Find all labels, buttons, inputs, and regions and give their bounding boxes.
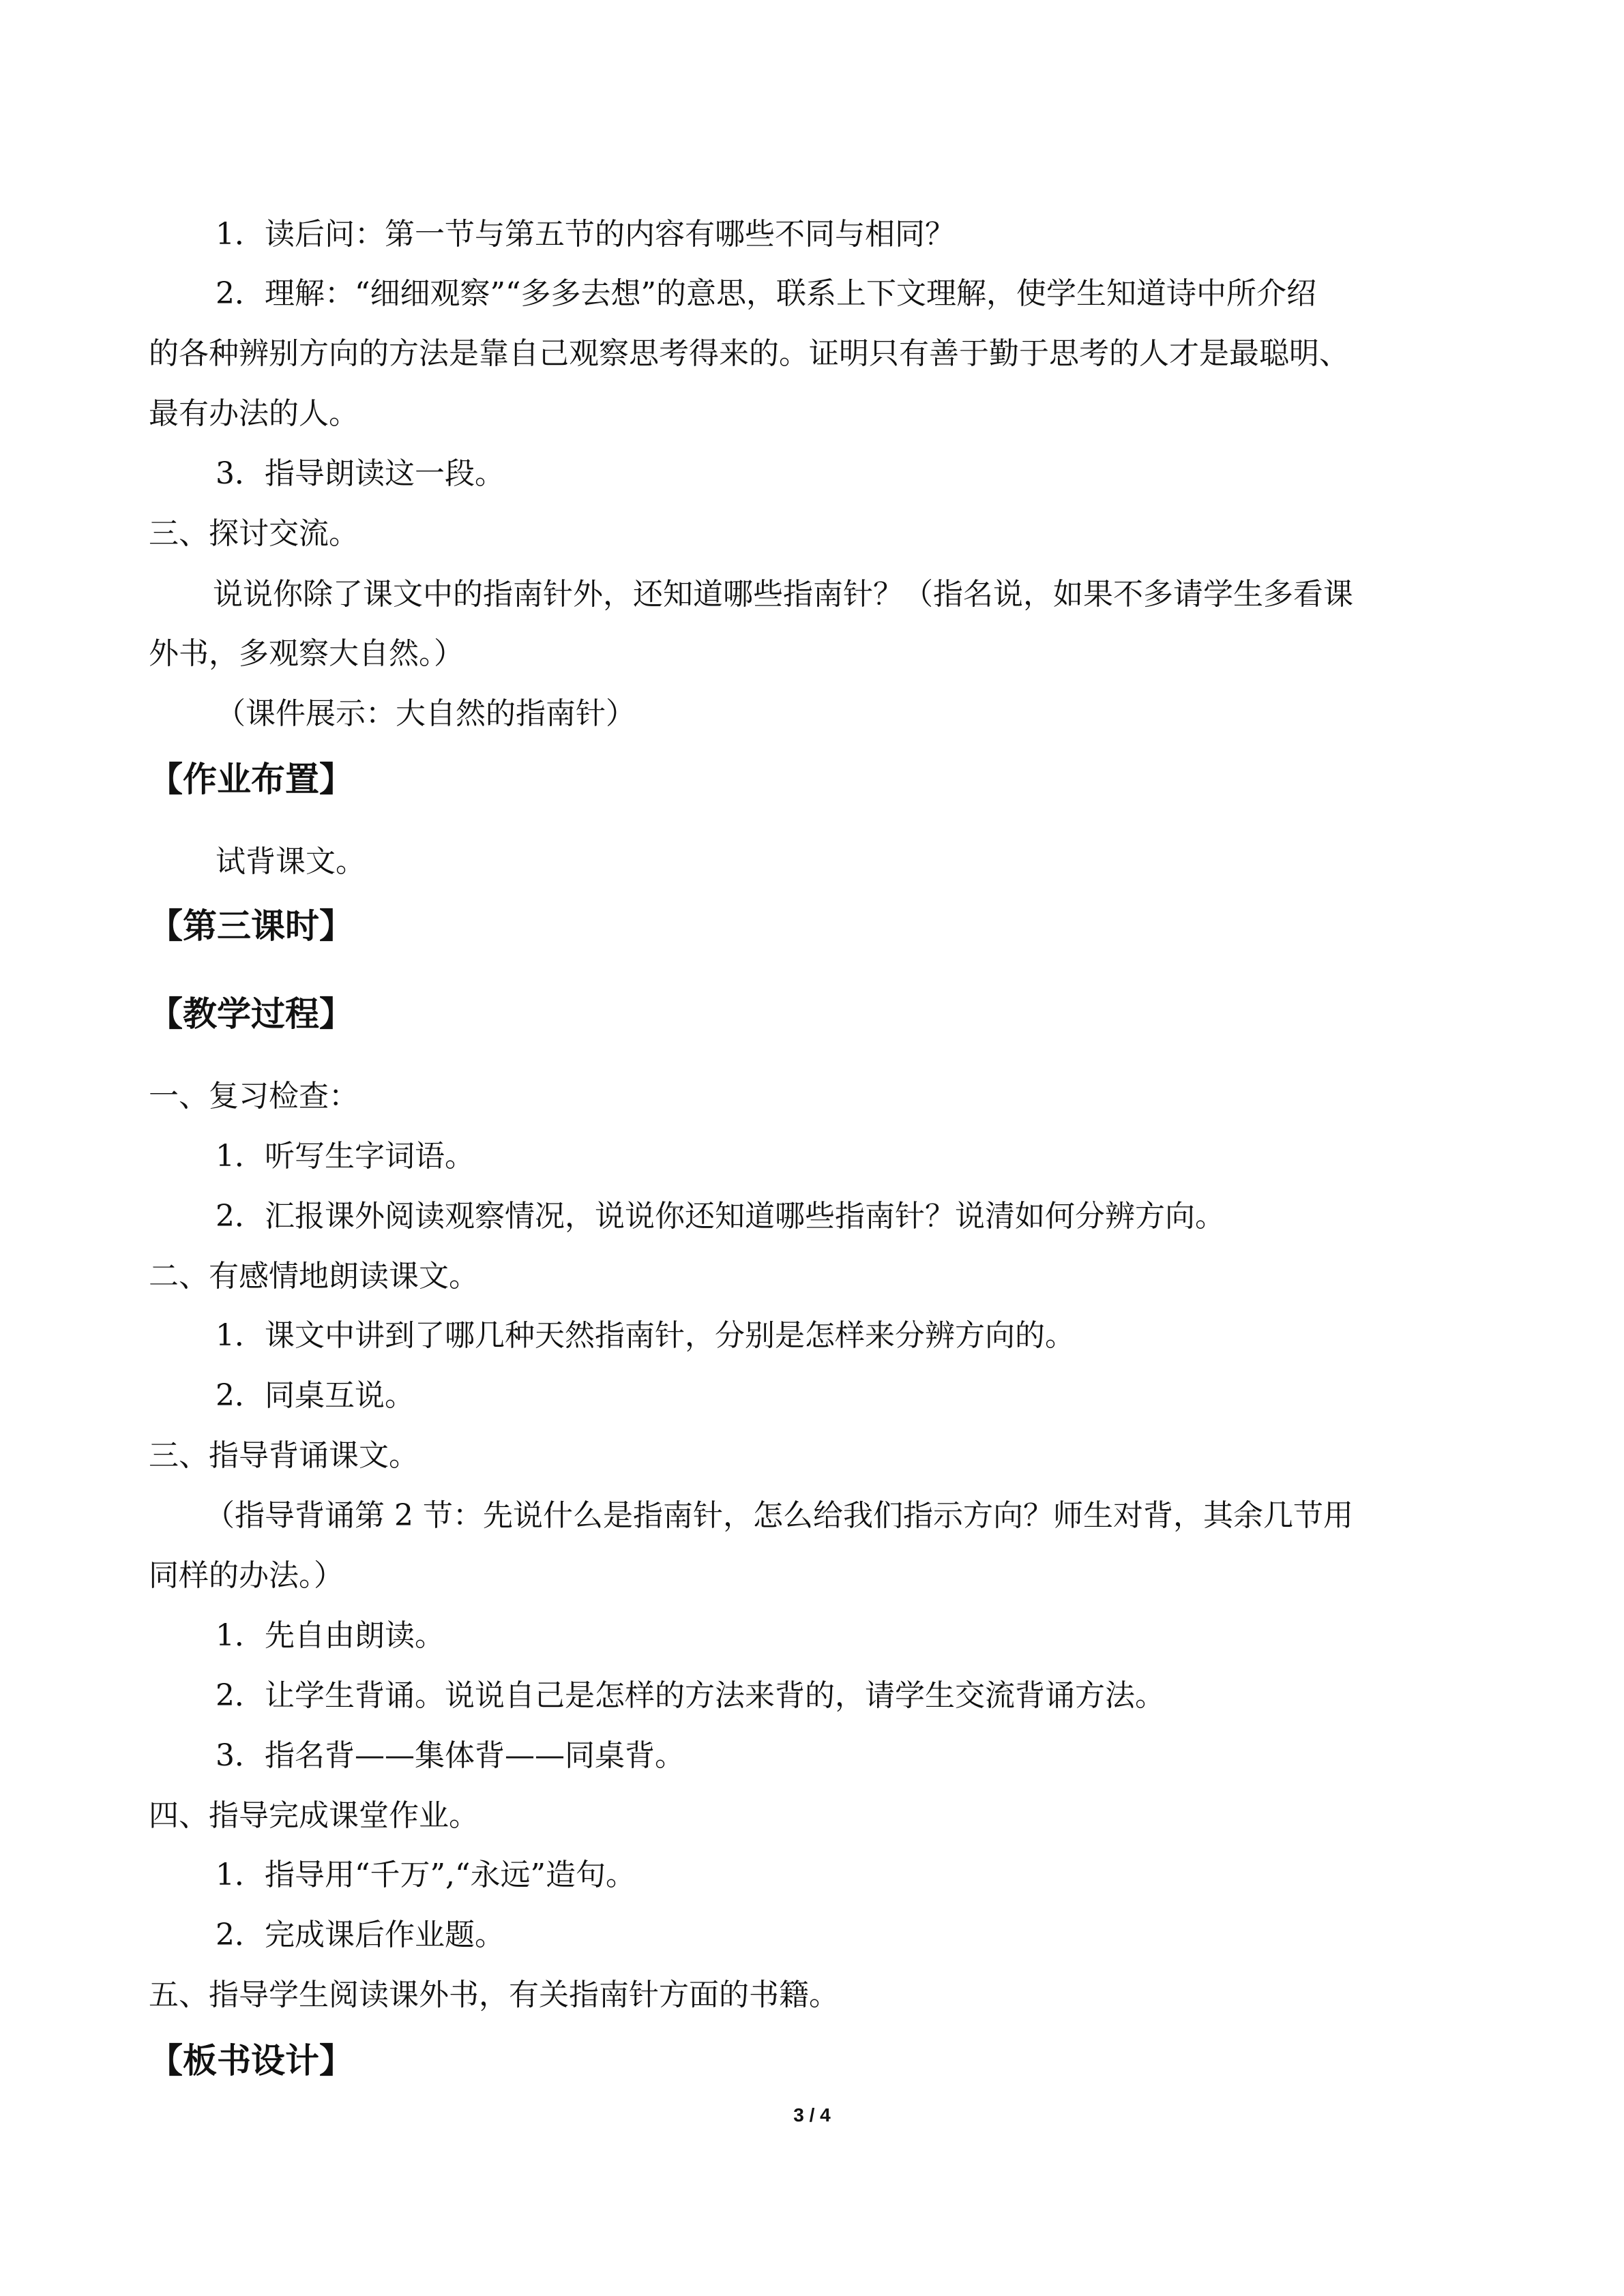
board-design-heading: 【板书设计】 bbox=[149, 2041, 353, 2081]
list-item: 1．先自由朗读。 bbox=[216, 1618, 445, 1653]
homework-text: 试背课文。 bbox=[216, 844, 366, 879]
section-title: 五、指导学生阅读课外书，有关指南针方面的书籍。 bbox=[149, 1978, 839, 2012]
teaching-process-heading: 【教学过程】 bbox=[149, 994, 353, 1034]
page-number: 3 / 4 bbox=[793, 2104, 831, 2126]
list-item: 2．让学生背诵。说说自己是怎样的方法来背的，请学生交流背诵方法。 bbox=[216, 1678, 1165, 1713]
lesson-three-heading: 【第三课时】 bbox=[149, 906, 353, 946]
section-title: 一、复习检查： bbox=[149, 1079, 359, 1114]
list-item: 2．同桌互说。 bbox=[216, 1378, 415, 1413]
paragraph-line: （指导背诵第 2 节：先说什么是指南针，怎么给我们指示方向？师生对背，其余几节用 bbox=[205, 1498, 1353, 1533]
list-item: 3．指名背——集体背——同桌背。 bbox=[216, 1738, 685, 1773]
list-item: 1．课文中讲到了哪几种天然指南针，分别是怎样来分辨方向的。 bbox=[216, 1318, 1075, 1353]
paragraph-line: 2．理解：“细细观察”“多多去想”的意思，联系上下文理解，使学生知道诗中所介绍 bbox=[216, 276, 1316, 311]
paragraph-line: 的各种辨别方向的方法是靠自己观察思考得来的。证明只有善于勤于思考的人才是最聪明、 bbox=[149, 336, 1349, 371]
list-item: 1．指导用“千万”,“永远”造句。 bbox=[216, 1858, 636, 1892]
courseware-note: （课件展示：大自然的指南针） bbox=[216, 696, 636, 731]
list-item: 1．听写生字词语。 bbox=[216, 1139, 475, 1174]
homework-heading: 【作业布置】 bbox=[149, 760, 353, 799]
paragraph-line: 说说你除了课文中的指南针外，还知道哪些指南针？（指名说，如果不多请学生多看课 bbox=[213, 577, 1353, 612]
paragraph-line: 外书，多观察大自然。） bbox=[149, 636, 464, 671]
paragraph-line: 同样的办法。） bbox=[149, 1558, 344, 1593]
list-item: 2．完成课后作业题。 bbox=[216, 1918, 505, 1952]
section-title: 三、探讨交流。 bbox=[149, 516, 359, 551]
paragraph-line: 最有办法的人。 bbox=[149, 396, 359, 431]
paragraph-line: 1．读后问：第一节与第五节的内容有哪些不同与相同？ bbox=[216, 217, 955, 252]
paragraph-line: 3．指导朗读这一段。 bbox=[216, 456, 505, 491]
list-item: 2．汇报课外阅读观察情况，说说你还知道哪些指南针？说清如何分辨方向。 bbox=[216, 1199, 1225, 1234]
section-title: 四、指导完成课堂作业。 bbox=[149, 1798, 479, 1833]
section-title: 三、指导背诵课文。 bbox=[149, 1438, 419, 1473]
section-title: 二、有感情地朗读课文。 bbox=[149, 1259, 479, 1294]
